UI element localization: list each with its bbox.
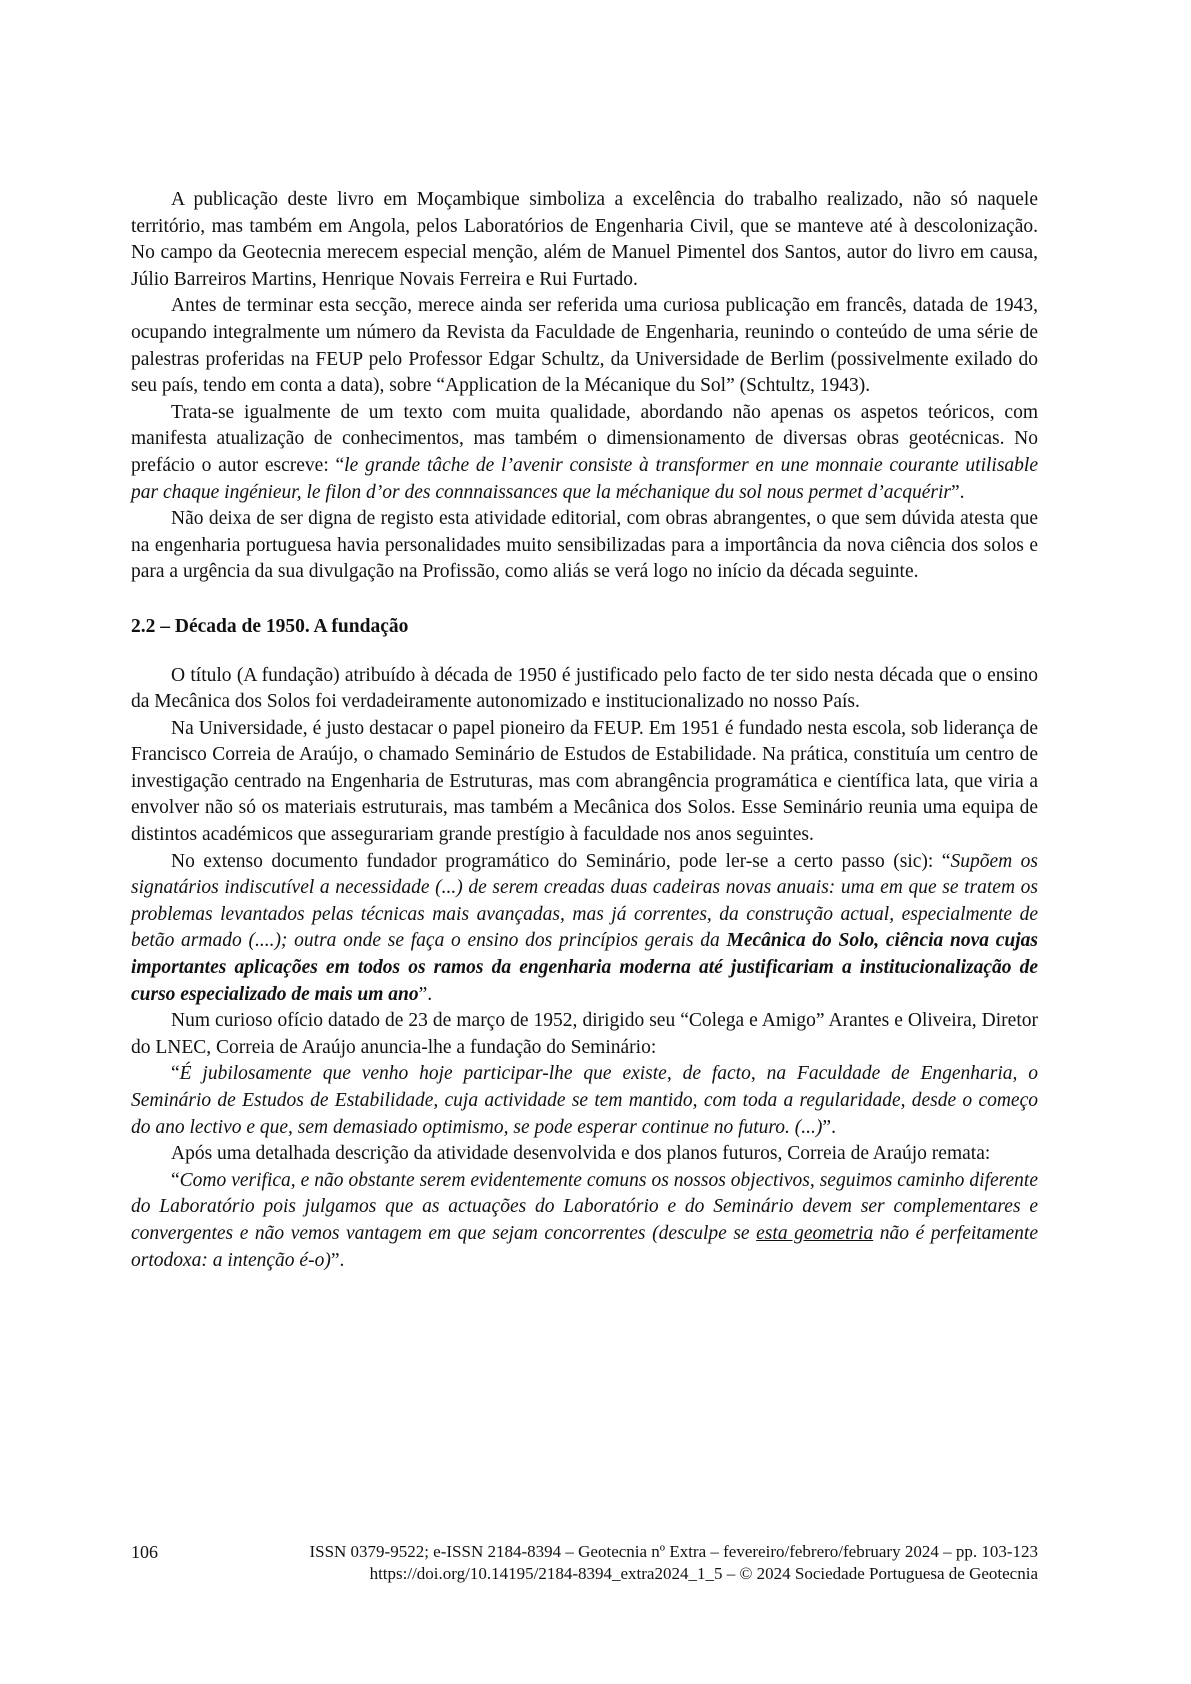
paragraph: Antes de terminar esta secção, merece ainda ser referida uma curiosa publicação em francês, datada de 1943, ocupando integralmente um número da Revista da Faculdade de Engenharia, reunindo o conteúdo de uma série de palestras proferidas na FEUP pelo Professor Edgar Schultz, da Universidade de Berlim (possivelmente exilado do seu país, tendo em conta a data), sobre “Application de la Mécanique du Sol” (Schtultz, 1943). [131, 295, 1038, 397]
page-body [131, 187, 1038, 1274]
paragraph [131, 1061, 1038, 1141]
text-run: ”. [822, 1116, 836, 1138]
paragraph: Na Universidade, é justo destacar o papel pioneiro da FEUP. Em 1951 é fundado nesta escola, sob liderança de Francisco Correia de Araújo, o chamado Seminário de Estudos de Estabilidade. Na prática, constituía um centro de investigação centrado na Engenharia de Estruturas, mas com abrangência programática e científica lata, que viria a envolver não só os materiais estruturais, mas também a Mecânica dos Solos. Esse Seminário reunia uma equipa de distintos académicos que assegurariam grande prestígio à faculdade nos anos seguintes. [131, 717, 1038, 846]
text-run: “ [171, 1063, 180, 1085]
paragraph: A publicação deste livro em Moçambique simboliza a excelência do trabalho realizado, não só naquele território, mas também em Angola, pelos Laboratórios de Engenharia Civil, que se manteve até à descolonização. No campo da Geotecnia merecem especial menção, além de Manuel Pimentel dos Santos, autor do livro em causa, Júlio Barreiros Martins, Henrique Novais Ferreira e Rui Furtado. [131, 189, 1038, 290]
paragraph: Após uma detalhada descrição da atividade desenvolvida e dos planos futuros, Correia de Araújo remata: [171, 1143, 991, 1165]
paragraph: Num curioso ofício datado de 23 de março de 1952, dirigido seu “Colega e Amigo” Arantes e Oliveira, Diretor do LNEC, Correia de Araújo anuncia-lhe a fundação do Seminário: [131, 1010, 1038, 1058]
text-run: ”. [330, 1249, 345, 1271]
quote-text: É jubilosamente que venho hoje participar-lhe que existe, de facto, na Faculdade de Engenharia, o Seminário de Estudos de Estabilidade, cuja actividade se tem mantido, com toda a regularidade, desde o começo do ano lectivo e que, sem demasiado optimismo, se pode esperar continue no futuro. (...) [131, 1063, 1038, 1138]
underlined-text: esta geometria [756, 1222, 874, 1244]
quote-bold-text: Mecânica do Solo, ciência nova cujas importantes aplicações em todos os ramos da engenharia moderna até justificariam a institucionalização de curso especializado de mais um ano [131, 930, 1038, 1005]
quote-text: Supõem os signatários indiscutível a necessidade (...) de serem creadas duas cadeiras novas anuais: uma em que se tratem os problemas levantados pelas técnicas mais avançadas, mas já correntes, da construção actual, especialmente de betão armado (....); outra onde se faça o ensino dos princípios gerais da [131, 850, 1038, 952]
citation-block [309, 1541, 1038, 1585]
paragraph [131, 1168, 1038, 1274]
quote-text: le grande tâche de l’avenir consiste à transformer en une monnaie courante utilisable par chaque ingénieur, le filon d’or des connnaissances que la méchanique du sol nous permet d’acquérir [131, 454, 1038, 503]
page-number: 106 [131, 1542, 158, 1562]
paragraph: Não deixa de ser digna de registo esta atividade editorial, com obras abrangentes, o que sem dúvida atesta que na engenharia portuguesa havia personalidades muito sensibilizadas para a importância da nova ciência dos solos e para a urgência da sua divulgação na Profissão, como aliás se verá logo no início da década seguinte. [131, 508, 1038, 583]
text-run: ”. [418, 983, 433, 1005]
text-run: “ [171, 1169, 180, 1191]
paragraph [131, 400, 1038, 506]
issn-line: ISSN 0379-9522; e-ISSN 2184-8394 – Geotecnia nº Extra – fevereiro/febrero/february 2024 – pp. 103-123 [309, 1542, 1038, 1561]
quote-text: não é perfeitamente ortodoxa: a intenção é-o) [131, 1222, 1038, 1271]
text-run: Trata-se igualmente de um texto com muita qualidade, abordando não apenas os aspetos teóricos, com manifesta atualização de conhecimentos, mas também o dimensionamento de diversas obras geotécnicas. No prefácio o autor escreve: “ [131, 401, 1038, 476]
section-heading: 2.2 – Década de 1950. A fundação [131, 615, 409, 637]
text-run: ”. [950, 481, 965, 503]
paragraph: O título (A fundação) atribuído à década de 1950 é justificado pelo facto de ter sido nesta década que o ensino da Mecânica dos Solos foi verdadeiramente autonomizado e institucionalizado no nosso País. [131, 664, 1038, 713]
doi-line: https://doi.org/10.14195/2184-8394_extra2024_1_5 – © 2024 Sociedade Portuguesa de Geotecnia [369, 1564, 1038, 1583]
text-run: No extenso documento fundador programático do Seminário, pode ler-se a certo passo (sic): “ [171, 850, 951, 872]
paragraph [131, 849, 1038, 1009]
quote-text: Como verifica, e não obstante serem evidentemente comuns os nossos objectivos, seguimos caminho diferente do Laboratório pois julgamos que as actuações do Laboratório e do Seminário devem ser complementares e convergentes e não vemos vantagem em que sejam concorrentes (desculpe se [131, 1169, 1038, 1244]
